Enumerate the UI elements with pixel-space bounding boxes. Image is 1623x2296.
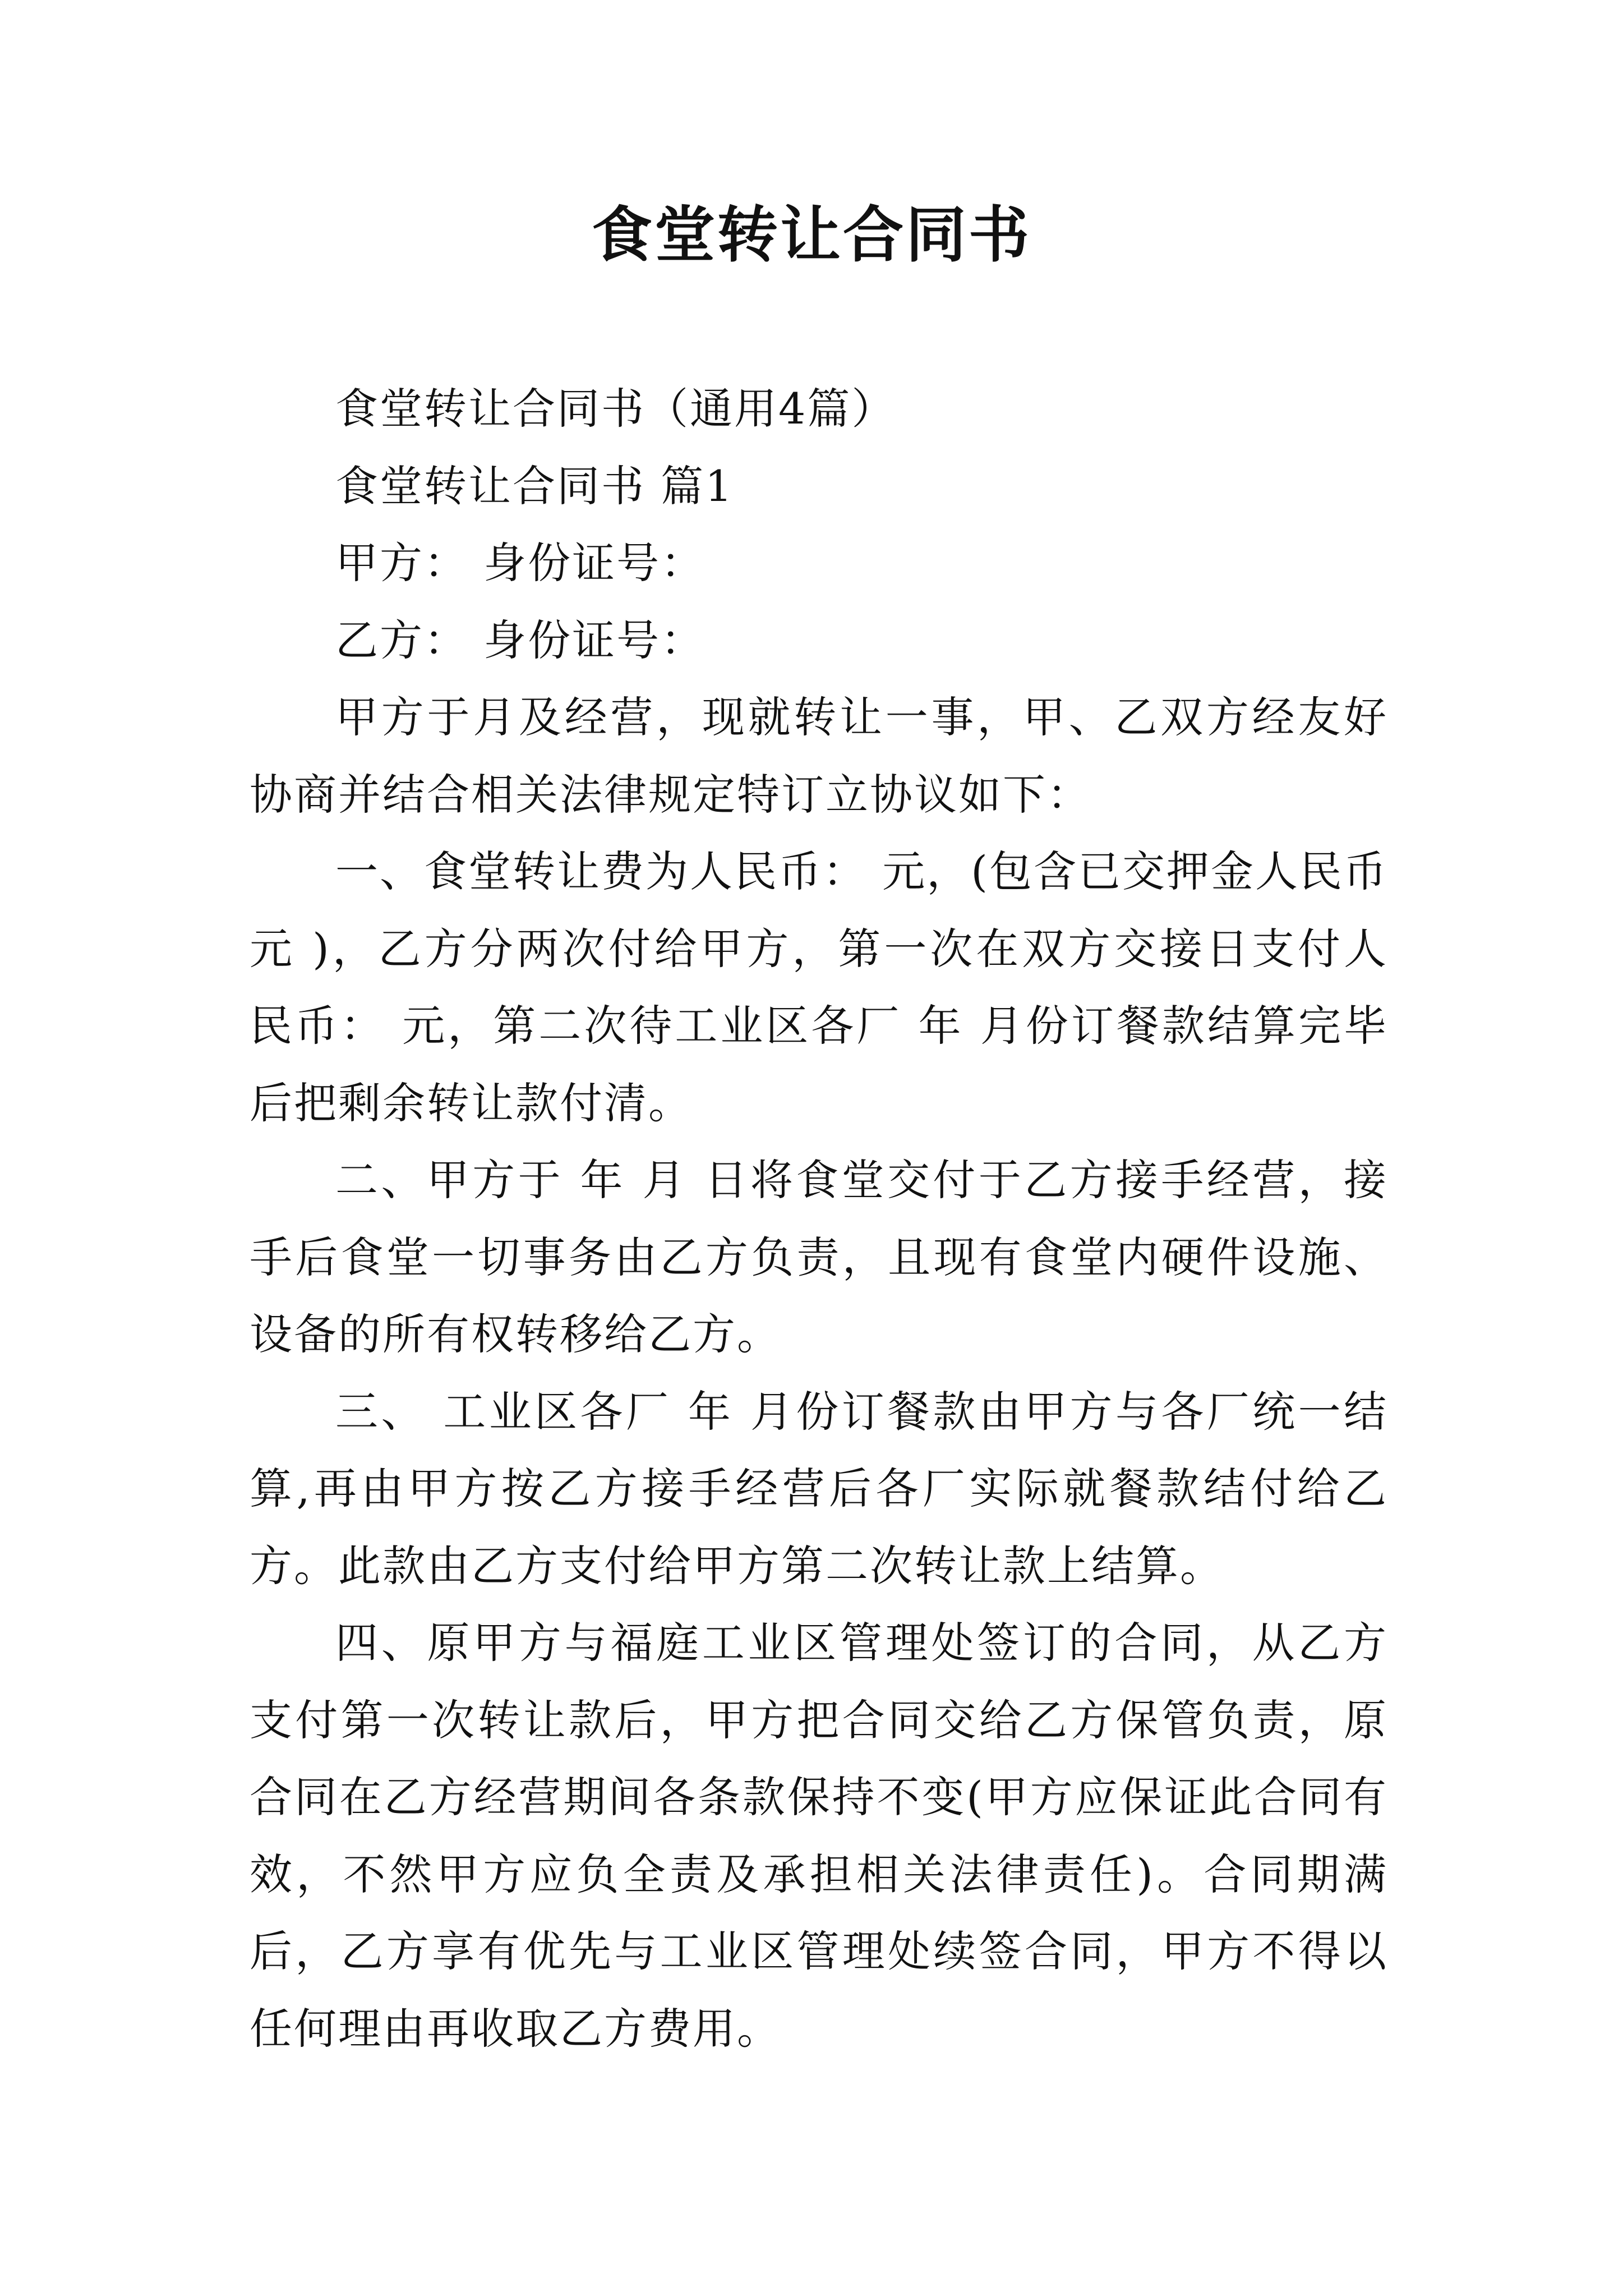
document-subtitle: 食堂转让合同书（通用4篇）: [335, 384, 896, 434]
document-body: [250, 370, 1388, 2067]
clause-2-paragraph: 二、甲方于 年 月 日将食堂交付于乙方接手经营，接手后食堂一切事务由乙方负责，且现有食堂内硬件设施、设备的所有权转移给乙方。: [250, 1155, 1388, 1359]
clause-4-paragraph: 四、原甲方与福庭工业区管理处签订的合同，从乙方支付第一次转让款后，甲方把合同交给乙方保管负责，原合同在乙方经营期间各条款保持不变(甲方应保证此合同有效，不然甲方应负全责及承担相关法律责任)。合同期满后，乙方享有优先与工业区管理处续签合同，甲方不得以任何理由再收取乙方费用。: [250, 1618, 1388, 2054]
party-a-line: 甲方： 身份证号：: [335, 538, 706, 588]
party-b-line: 乙方： 身份证号：: [335, 615, 706, 665]
section-heading: 食堂转让合同书 篇1: [335, 461, 734, 511]
intro-paragraph: 甲方于月及经营，现就转让一事，甲、乙双方经友好协商并结合相关法律规定特订立协议如下：: [250, 692, 1388, 820]
document-title: 食堂转让合同书: [591, 200, 1031, 270]
clause-3-paragraph: 三、 工业区各厂 年 月份订餐款由甲方与各厂统一结算,再由甲方按乙方接手经营后各厂实际就餐款结付给乙方。此款由乙方支付给甲方第二次转让款上结算。: [250, 1386, 1388, 1591]
clause-1-paragraph: 一、食堂转让费为人民币： 元，(包含已交押金人民币元 )，乙方分两次付给甲方，第一次在双方交接日支付人民币： 元，第二次待工业区各厂 年 月份订餐款结算完毕后把剩余转让款付清。: [250, 846, 1388, 1128]
